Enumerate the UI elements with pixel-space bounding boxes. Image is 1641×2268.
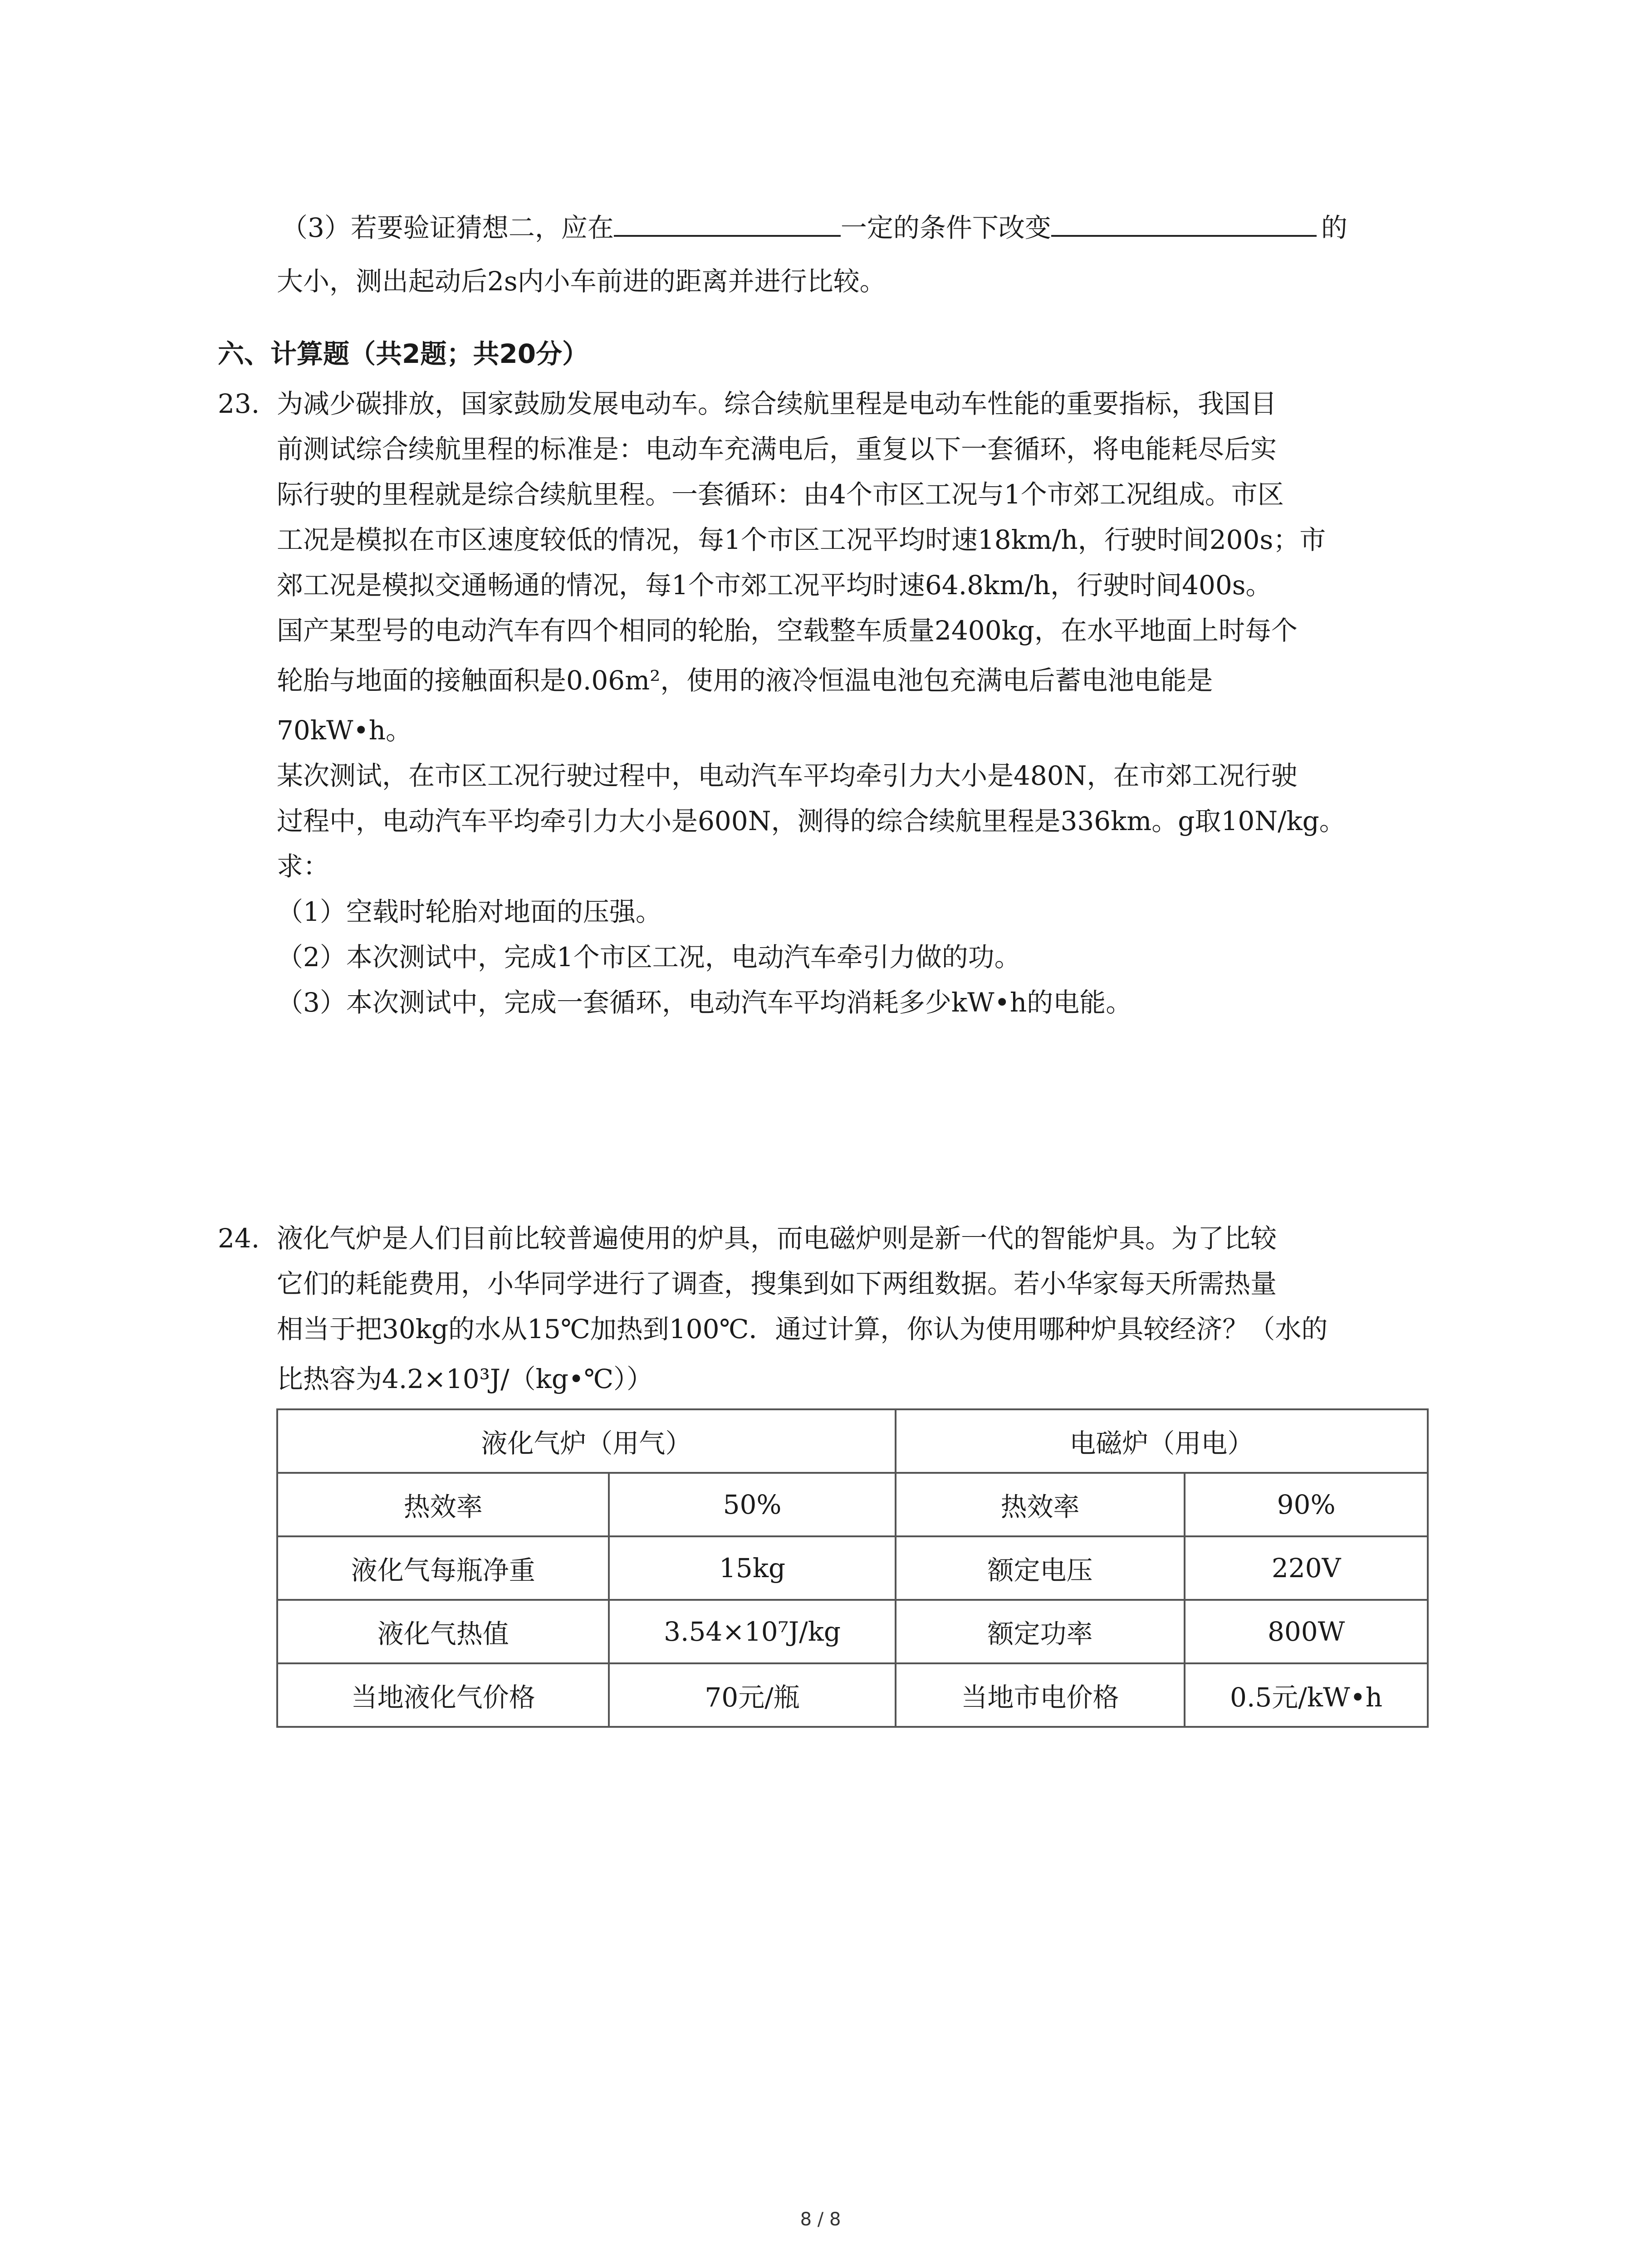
q22-part3-line1 bbox=[281, 209, 1347, 246]
table-cell: 额定电压 bbox=[896, 1536, 1185, 1600]
table-cell: 50% bbox=[609, 1473, 895, 1536]
table-row bbox=[277, 1663, 1428, 1727]
section-heading: 六、计算题（共2题；共20分） bbox=[218, 338, 589, 369]
q23-line-3: 际行驶的里程就是综合续航里程。一套循环：由4个市区工况与1个市郊工况组成。市区 bbox=[277, 479, 1284, 510]
q23-line-8: 70kW•h。 bbox=[277, 715, 412, 746]
q23-line-10: 过程中，电动汽车平均牵引力大小是600N，测得的综合续航里程是336km。g取10N/kg。 bbox=[277, 806, 1346, 836]
stove-comparison-table bbox=[276, 1408, 1429, 1728]
answer-blank-1[interactable] bbox=[614, 209, 841, 237]
q23-part-1: （1）空载时轮胎对地面的压强。 bbox=[277, 896, 662, 927]
q23-part-3: （3）本次测试中，完成一套循环，电动汽车平均消耗多少kW•h的电能。 bbox=[277, 987, 1132, 1018]
table-cell: 90% bbox=[1185, 1473, 1428, 1536]
answer-blank-2[interactable] bbox=[1051, 209, 1317, 237]
table-cell: 液化气每瓶净重 bbox=[277, 1536, 609, 1600]
table-cell: 当地液化气价格 bbox=[277, 1663, 609, 1727]
table-header-gas: 液化气炉（用气） bbox=[277, 1409, 896, 1473]
q23-line-7: 轮胎与地面的接触面积是0.06m²，使用的液冷恒温电池包充满电后蓄电池电能是 bbox=[277, 665, 1213, 696]
q22-part3-line2: 大小，测出起动后2s内小车前进的距离并进行比较。 bbox=[277, 266, 886, 297]
q24-number: 24. bbox=[218, 1223, 260, 1254]
table-cell: 液化气热值 bbox=[277, 1600, 609, 1663]
table-cell: 70元/瓶 bbox=[609, 1663, 895, 1727]
table-cell: 额定功率 bbox=[896, 1600, 1185, 1663]
q23-number: 23. bbox=[218, 388, 260, 419]
q24-line-1: 液化气炉是人们目前比较普遍使用的炉具，而电磁炉则是新一代的智能炉具。为了比较 bbox=[277, 1223, 1277, 1254]
q24-line-2: 它们的耗能费用，小华同学进行了调查，搜集到如下两组数据。若小华家每天所需热量 bbox=[277, 1268, 1277, 1299]
q23-part-2: （2）本次测试中，完成1个市区工况，电动汽车牵引力做的功。 bbox=[277, 942, 1021, 973]
table-cell: 3.54×10⁷J/kg bbox=[609, 1600, 895, 1663]
q23-line-6: 国产某型号的电动汽车有四个相同的轮胎，空载整车质量2400kg，在水平地面上时每个 bbox=[277, 615, 1298, 646]
table-cell: 热效率 bbox=[896, 1473, 1185, 1536]
q23-line-4: 工况是模拟在市区速度较低的情况，每1个市区工况平均时速18km/h，行驶时间200s；市 bbox=[277, 524, 1326, 555]
table-cell: 0.5元/kW•h bbox=[1185, 1663, 1428, 1727]
table-header-induction: 电磁炉（用电） bbox=[896, 1409, 1428, 1473]
table-cell: 15kg bbox=[609, 1536, 895, 1600]
q24-line-4: 比热容为4.2×10³J/（kg•℃）） bbox=[277, 1364, 653, 1394]
page-number: 8 / 8 bbox=[800, 2209, 841, 2230]
q22-part3-text-c: 的 bbox=[1321, 212, 1347, 243]
table-row bbox=[277, 1473, 1428, 1536]
q23-line-9: 某次测试，在市区工况行驶过程中，电动汽车平均牵引力大小是480N，在市郊工况行驶 bbox=[277, 760, 1298, 791]
table-cell: 当地市电价格 bbox=[896, 1663, 1185, 1727]
q23-line-1: 为减少碳排放，国家鼓励发展电动车。综合续航里程是电动车性能的重要指标，我国目 bbox=[277, 388, 1277, 419]
q23-line-5: 郊工况是模拟交通畅通的情况，每1个市郊工况平均时速64.8km/h，行驶时间400s。 bbox=[277, 570, 1272, 601]
table-cell: 800W bbox=[1185, 1600, 1428, 1663]
table-cell: 热效率 bbox=[277, 1473, 609, 1536]
q23-line-11: 求： bbox=[277, 851, 330, 882]
table-row bbox=[277, 1536, 1428, 1600]
q22-part3-text-a: （3）若要验证猜想二，应在 bbox=[281, 212, 614, 243]
q24-line-3: 相当于把30kg的水从15℃加热到100℃．通过计算，你认为使用哪种炉具较经济？（水的 bbox=[277, 1314, 1328, 1344]
q22-part3-text-b: 一定的条件下改变 bbox=[840, 212, 1051, 243]
table-cell: 220V bbox=[1185, 1536, 1428, 1600]
q23-line-2: 前测试综合续航里程的标准是：电动车充满电后，重复以下一套循环，将电能耗尽后实 bbox=[277, 434, 1277, 464]
table-row bbox=[277, 1600, 1428, 1663]
table-header-row bbox=[277, 1409, 1428, 1473]
